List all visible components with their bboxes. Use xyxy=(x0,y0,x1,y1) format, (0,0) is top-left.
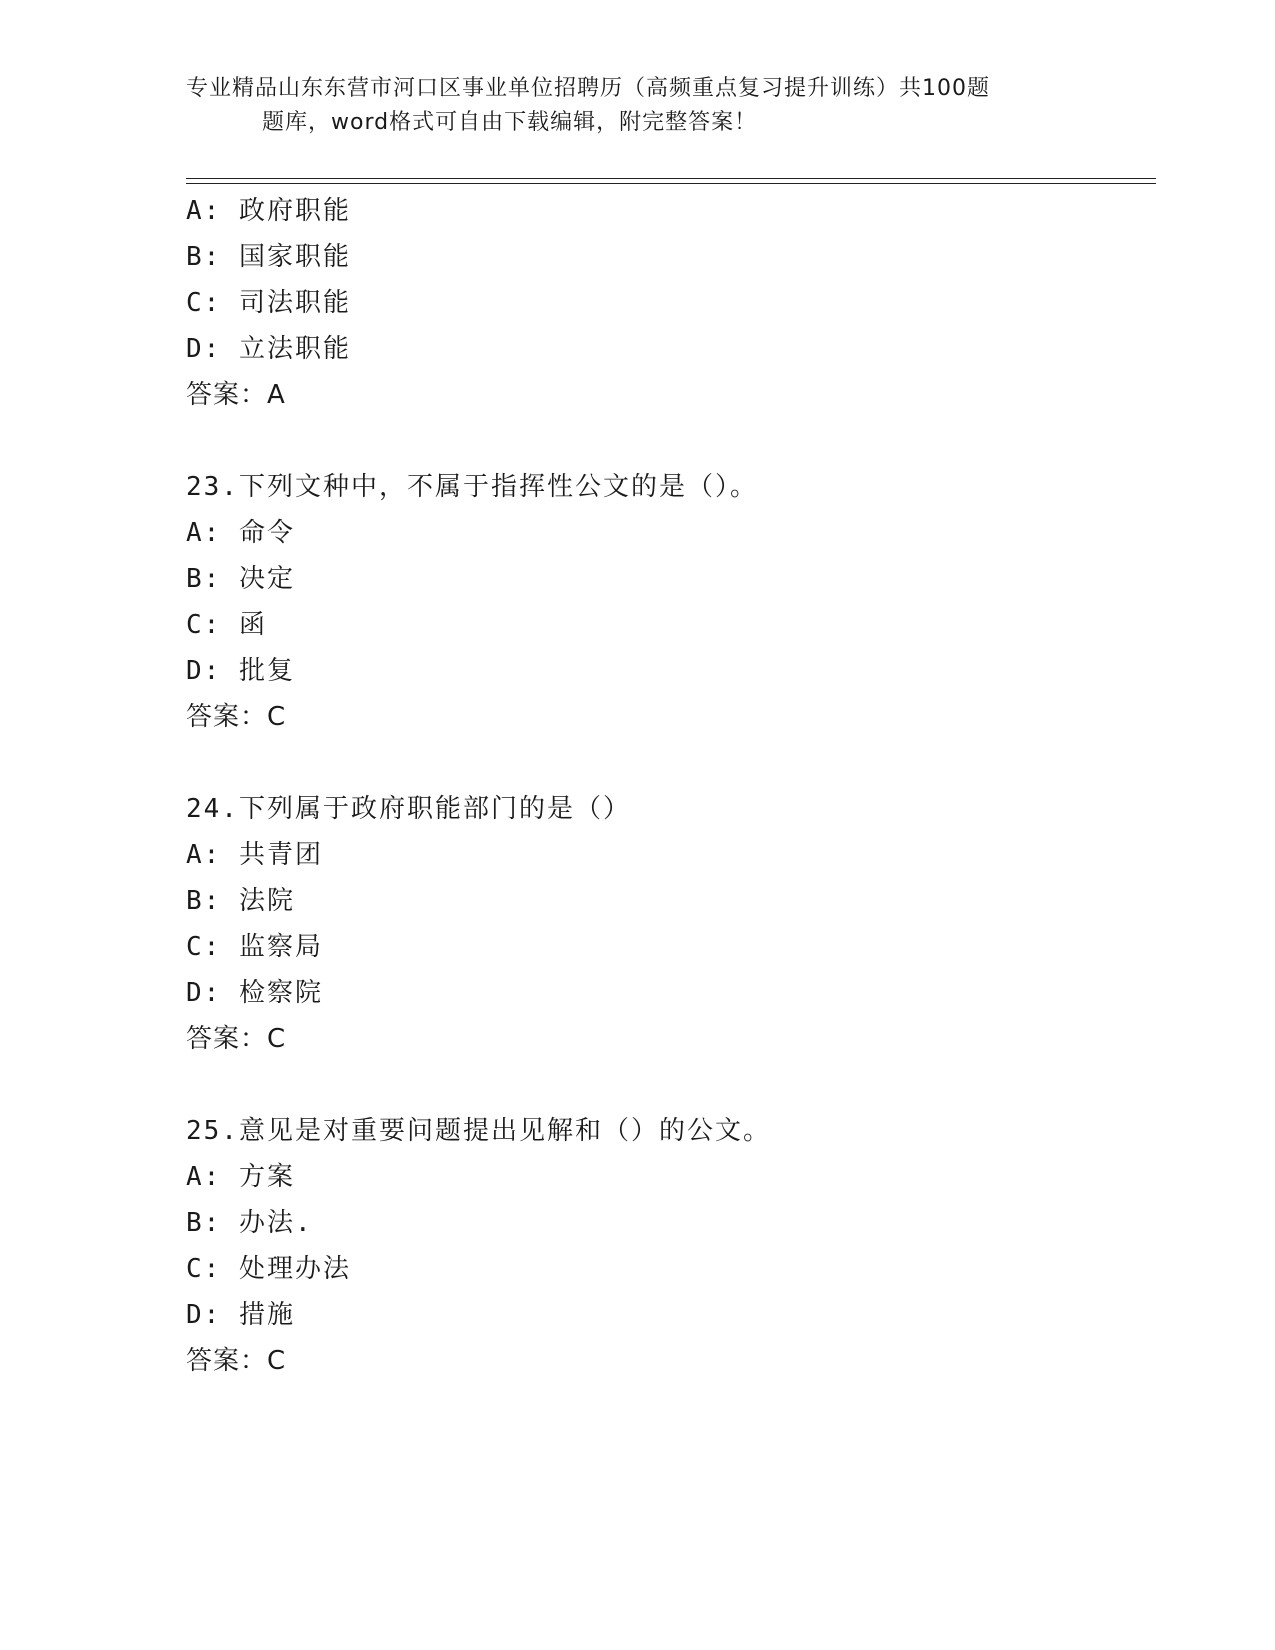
header-title-line-2: 题库，word格式可自由下载编辑，附完整答案！ xyxy=(262,110,758,135)
option-c: C: 司法职能 xyxy=(186,288,351,318)
answer-line: 答案：C xyxy=(186,702,287,732)
option-a: A: 命令 xyxy=(186,518,295,548)
option-a: A: 政府职能 xyxy=(186,196,351,226)
question-block-23 xyxy=(186,464,1156,740)
option-c: C: 处理办法 xyxy=(186,1254,351,1284)
question-content xyxy=(186,188,1156,1384)
header-divider-bottom xyxy=(186,183,1156,184)
option-d: D: 批复 xyxy=(186,656,295,686)
option-d: D: 检察院 xyxy=(186,978,323,1008)
question-stem: 25.意见是对重要问题提出见解和（）的公文。 xyxy=(186,1116,771,1146)
option-c: C: 监察局 xyxy=(186,932,323,962)
option-a: A: 方案 xyxy=(186,1162,295,1192)
option-b: B: 决定 xyxy=(186,564,295,594)
question-block-22 xyxy=(186,188,1156,418)
option-b: B: 办法. xyxy=(186,1208,313,1238)
option-d: D: 立法职能 xyxy=(186,334,351,364)
question-stem: 23.下列文种中，不属于指挥性公文的是（）。 xyxy=(186,472,758,502)
option-c: C: 函 xyxy=(186,610,267,640)
question-stem: 24.下列属于政府职能部门的是（） xyxy=(186,794,631,824)
option-d: D: 措施 xyxy=(186,1300,295,1330)
spacer xyxy=(186,418,1156,464)
header-divider-top xyxy=(186,178,1156,179)
answer-line: 答案：A xyxy=(186,380,286,410)
document-header xyxy=(186,72,1086,140)
header-title-line-1: 专业精品山东东营市河口区事业单位招聘历（高频重点复习提升训练）共100题 xyxy=(186,76,990,101)
question-block-24 xyxy=(186,786,1156,1062)
answer-line: 答案：C xyxy=(186,1346,287,1376)
question-block-25 xyxy=(186,1108,1156,1384)
option-b: B: 法院 xyxy=(186,886,295,916)
option-a: A: 共青团 xyxy=(186,840,323,870)
spacer xyxy=(186,740,1156,786)
spacer xyxy=(186,1062,1156,1108)
answer-line: 答案：C xyxy=(186,1024,287,1054)
option-b: B: 国家职能 xyxy=(186,242,351,272)
